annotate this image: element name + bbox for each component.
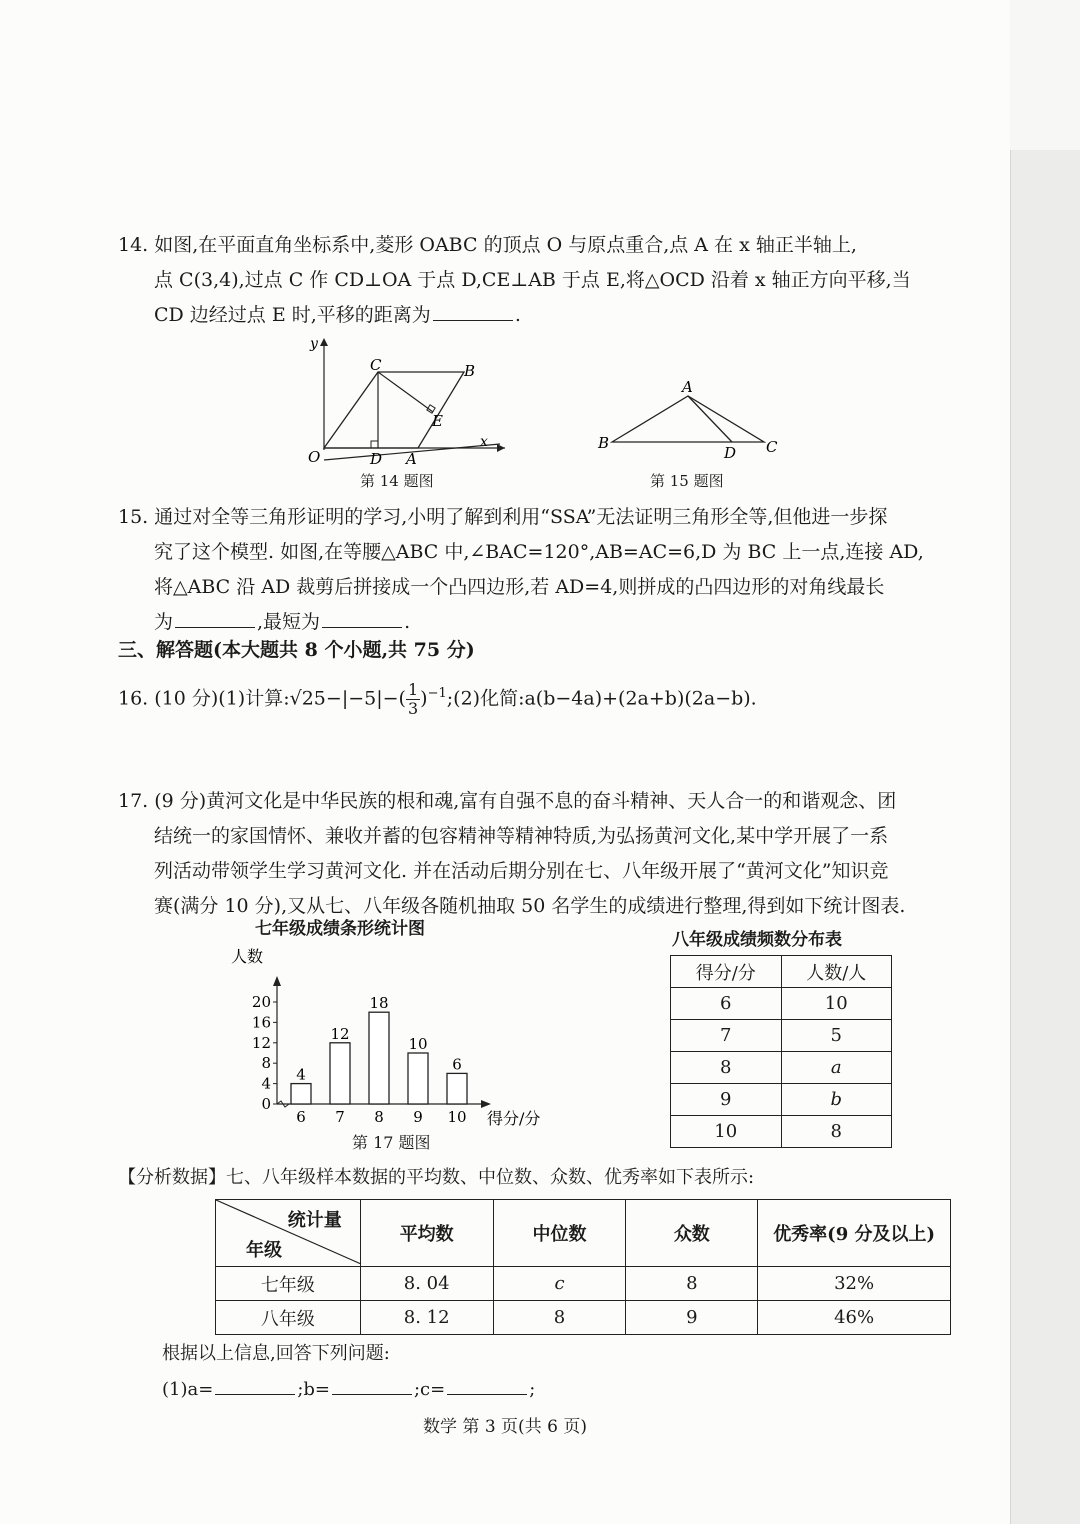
header-median: 中位数 <box>493 1200 626 1267</box>
bar-9 <box>408 1053 428 1104</box>
fig14-y-arrow <box>320 338 328 346</box>
answer-a-blank[interactable] <box>215 1393 295 1395</box>
header-excellent-rate: 优秀率(9 分及以上) <box>758 1200 951 1267</box>
question-17 <box>118 784 968 924</box>
table-cell: 46% <box>758 1301 951 1335</box>
fig17-caption: 第 17 题图 <box>352 1133 431 1152</box>
q15-line-3: 将△ABC 沿 AD 裁剪后拼接成一个凸四边形,若 AD=4,则拼成的凸四边形的对角线最长 <box>154 576 885 598</box>
label-d15: D <box>724 444 737 462</box>
question-14 <box>118 228 968 333</box>
q14-line-1: 14. 如图,在平面直角坐标系中,菱形 OABC 的顶点 O 与原点重合,点 A 在 x 轴正半轴上, <box>118 234 857 256</box>
analysis-table <box>215 1199 951 1335</box>
bar-8 <box>369 1012 389 1104</box>
table-cell: 6 <box>671 988 782 1020</box>
table-cell: 8 <box>781 1116 892 1148</box>
q14-answer-blank[interactable] <box>433 319 513 321</box>
table-cell: 八年级 <box>216 1301 361 1335</box>
table-cell: 8 <box>671 1052 782 1084</box>
table-row <box>216 1301 951 1335</box>
table-cell: 8 <box>493 1301 626 1335</box>
fig14-caption: 第 14 题图 <box>360 472 434 490</box>
table-cell: 9 <box>671 1084 782 1116</box>
x-tick-label: 9 <box>413 1108 423 1126</box>
triangle-abc <box>612 396 764 442</box>
q14-line-2: 点 C(3,4),过点 C 作 CD⊥OA 于点 D,CE⊥AB 于点 E,将△OCD 沿着 x 轴正方向平移,当 <box>154 269 911 291</box>
q16-part-c: ;(2)化简:a(b−4a)+(2a+b)(2a−b). <box>446 687 757 710</box>
label-y: y <box>310 336 318 352</box>
section-3-heading: 三、解答题(本大题共 8 个小题,共 75 分) <box>118 639 475 661</box>
q16-exponent: −1 <box>427 686 447 701</box>
label-c15: C <box>766 438 778 456</box>
label-e: E <box>432 412 443 430</box>
q16-line <box>118 676 968 718</box>
sub-question-1 <box>162 1372 1012 1407</box>
q15-text-a: 为 <box>154 611 174 633</box>
table-cell: 10 <box>781 988 892 1020</box>
fraction-den: 3 <box>407 698 419 718</box>
table-row <box>671 988 892 1020</box>
chart-x-label: 得分/分 <box>487 1109 541 1128</box>
bar-10 <box>447 1073 467 1104</box>
label-o: O <box>308 448 321 466</box>
fig14-x-arrow <box>497 444 505 452</box>
y-tick-label: 0 <box>261 1095 271 1113</box>
page-footer: 数学 第 3 页(共 6 页) <box>423 1417 587 1437</box>
analysis-header-row <box>216 1200 951 1267</box>
corner-top-label: 统计量 <box>287 1210 342 1231</box>
sub1-end: ; <box>529 1379 536 1400</box>
answer-b-blank[interactable] <box>332 1393 412 1395</box>
table-cell: b <box>781 1084 892 1116</box>
q16-part-a: 16. (10 分)(1)计算:√25−|−5|−( <box>118 687 406 710</box>
table-row <box>671 1116 892 1148</box>
x-tick-label: 10 <box>447 1108 467 1126</box>
table-cell: 8. 04 <box>360 1267 493 1301</box>
table-row <box>671 1084 892 1116</box>
label-b: B <box>464 362 476 380</box>
q17-line-1: 17. (9 分)黄河文化是中华民族的根和魂,富有自强不息的奋斗精神、天人合一的和谐观念、团 <box>118 790 897 812</box>
header-mode: 众数 <box>626 1200 758 1267</box>
q15-line-1: 15. 通过对全等三角形证明的学习,小明了解到利用“SSA”无法证明三角形全等,但他进一步探 <box>118 506 888 528</box>
question-15 <box>118 500 968 640</box>
bar-value-label: 12 <box>330 1024 350 1043</box>
q15-line-2: 究了这个模型. 如图,在等腰△ABC 中,∠BAC=120°,AB=AC=6,D 为 BC 上一点,连接 AD, <box>154 541 924 563</box>
right-angle-mark-d <box>371 441 378 448</box>
segment-ce <box>378 372 433 412</box>
q14-tail: . <box>514 304 521 326</box>
table-cell: 10 <box>671 1116 782 1148</box>
table-header-row <box>671 956 892 988</box>
table-cell: 32% <box>758 1267 951 1301</box>
table-cell: 5 <box>781 1020 892 1052</box>
label-a: A <box>406 450 417 468</box>
analysis-intro: 【分析数据】七、八年级样本数据的平均数、中位数、众数、优秀率如下表所示: <box>118 1167 755 1188</box>
table-cell: a <box>781 1052 892 1084</box>
question-16 <box>118 676 968 718</box>
y-tick-label: 16 <box>251 1013 271 1032</box>
q16-part-b: ) <box>420 687 428 710</box>
y-tick-label: 8 <box>261 1054 271 1073</box>
label-a15: A <box>682 378 693 396</box>
corner-cell <box>216 1200 361 1267</box>
table-row <box>216 1267 951 1301</box>
answer-c-blank[interactable] <box>447 1393 527 1395</box>
fraction-num: 1 <box>407 679 419 699</box>
bar-value-label: 10 <box>408 1035 428 1053</box>
label-d: D <box>370 450 383 468</box>
chart-x-arrow <box>481 1100 491 1108</box>
table-cell: 8. 12 <box>360 1301 493 1335</box>
q14-line-3 <box>118 298 968 333</box>
q15-longest-blank[interactable] <box>175 626 255 628</box>
table-cell: 七年级 <box>216 1267 361 1301</box>
label-b15: B <box>598 434 610 452</box>
x-tick-label: 7 <box>335 1108 345 1126</box>
sub1-b-label: ;b= <box>297 1379 330 1400</box>
table-cell: 7 <box>671 1020 782 1052</box>
q15-text-c: . <box>404 611 411 633</box>
grade7-bar-chart <box>225 940 555 1130</box>
y-tick-label: 20 <box>251 993 271 1011</box>
table-row <box>671 1020 892 1052</box>
q14-line-3-text: CD 边经过点 E 时,平移的距离为 <box>154 304 431 326</box>
fig15-caption: 第 15 题图 <box>650 472 724 490</box>
bar-value-label: 6 <box>452 1055 462 1074</box>
chart-y-label: 人数 <box>231 947 264 966</box>
sub1-a-label: (1)a= <box>162 1379 214 1400</box>
bar-6 <box>291 1084 311 1104</box>
sub1-c-label: ;c= <box>413 1379 446 1400</box>
header-count: 人数/人 <box>781 956 892 988</box>
grade8-frequency-table <box>670 955 892 1148</box>
x-tick-label: 8 <box>374 1108 384 1126</box>
x-tick-label: 6 <box>296 1108 306 1126</box>
q17-line-4: 赛(满分 10 分),又从七、八年级各随机抽取 50 名学生的成绩进行整理,得到如下统计图表. <box>154 895 906 917</box>
q15-text-b: ,最短为 <box>257 611 321 633</box>
q17-line-3: 列活动带领学生学习黄河文化. 并在活动后期分别在七、八年级开展了“黄河文化”知识竞 <box>154 860 889 882</box>
grade8-table-title: 八年级成绩频数分布表 <box>672 930 842 950</box>
y-tick-label: 4 <box>261 1074 271 1093</box>
corner-bottom-label: 年级 <box>246 1240 282 1261</box>
label-x: x <box>480 434 488 450</box>
bar-value-label: 4 <box>296 1065 306 1084</box>
figure-15 <box>596 380 796 460</box>
table-cell: c <box>493 1267 626 1301</box>
fraction-one-third <box>406 681 420 718</box>
header-mean: 平均数 <box>360 1200 493 1267</box>
table-row <box>671 1052 892 1084</box>
answer-prompt: 根据以上信息,回答下列问题: <box>162 1343 390 1364</box>
q17-line-2: 结统一的家国情怀、兼收并蓄的包容精神等精神特质,为弘扬黄河文化,某中学开展了一系 <box>154 825 889 847</box>
figure-14 <box>300 338 540 468</box>
bar-7 <box>330 1043 350 1104</box>
label-c: C <box>370 356 382 374</box>
y-tick-label: 12 <box>251 1033 271 1052</box>
page-edge-shadow <box>1010 150 1080 1524</box>
chart-y-arrow <box>273 976 281 986</box>
q15-shortest-blank[interactable] <box>322 626 402 628</box>
table-cell: 9 <box>626 1301 758 1335</box>
bar-value-label: 18 <box>369 994 389 1013</box>
header-score: 得分/分 <box>671 956 782 988</box>
table-cell: 8 <box>626 1267 758 1301</box>
chart-title: 七年级成绩条形统计图 <box>255 919 425 939</box>
